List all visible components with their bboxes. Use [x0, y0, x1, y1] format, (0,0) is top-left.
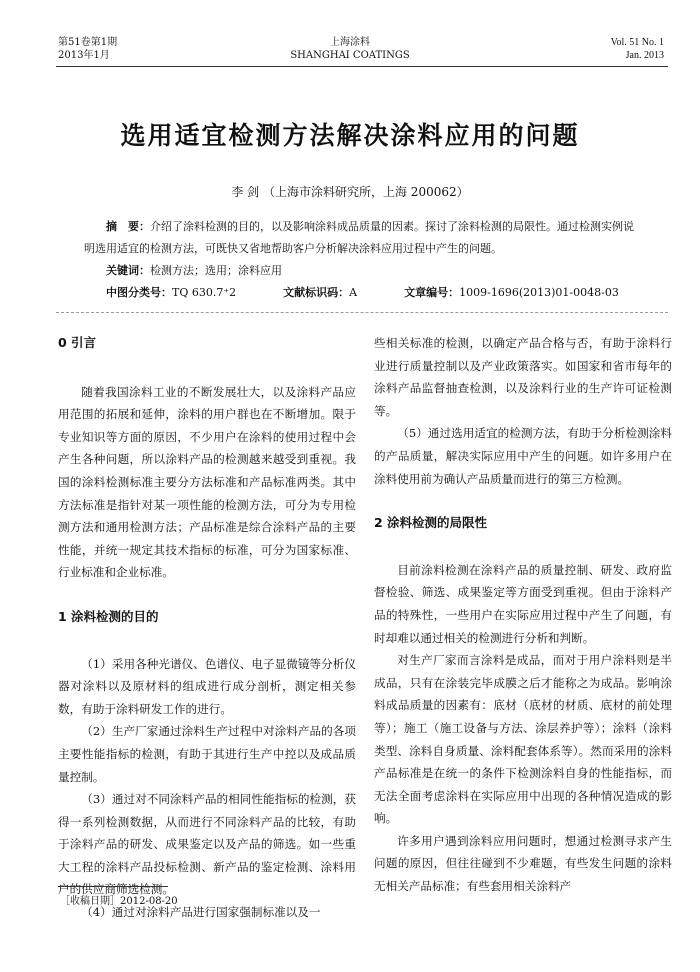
article-no-label: 文章编号：	[404, 286, 460, 299]
classification-line	[84, 282, 644, 304]
keywords-line	[84, 260, 644, 282]
keywords-label: 关键词：	[106, 264, 150, 277]
journal-name	[0, 36, 700, 62]
author-affiliation: 李 剑 （上海市涂料研究所，上海 200062）	[231, 185, 469, 199]
header-divider	[56, 66, 668, 67]
purpose-item-4: （4）通过对涂料产品进行国家强制标准以及一	[81, 905, 321, 920]
volume-issue-en: Vol. 51 No. 1	[610, 37, 664, 48]
journal-volume-info-en	[611, 36, 664, 62]
article-no-value: 1009-1696(2013)01-0048-03	[459, 286, 619, 299]
limitations-paragraph-2: 对生产厂家而言涂料是成品，而对于用户涂料则是半成品，只有在涂装完毕成膜之后才能称之为成品。影响涂料成品质量的因素有：底材（底材的材质、底材的前处理等）；施工（施工设备与方法、涂层养护等）；涂料（涂料类型、涂料自身质量、涂料配套体系等）。然而采用的涂料产品标准是在统一的条件下检测涂料自身的性能指标，而无法全面考虑涂料在实际应用中出现的各种情况造成的影响。	[374, 653, 672, 826]
article-title: 选用适宜检测方法解决涂料应用的问题	[120, 121, 580, 150]
abstract-text: 介绍了涂料检测的目的，以及影响涂料成品质量的因素。探讨了涂料检测的局限性。通过检测实例说明选用适宜的检测方法，可既快又省地帮助客户分析解决涂料应用过程中产生的问题。	[84, 220, 634, 255]
journal-name-en: SHANGHAI COATINGS	[290, 50, 410, 61]
section-heading-intro: 0 引言	[58, 335, 97, 350]
abstract-label: 摘 要：	[106, 220, 150, 233]
abstract-paragraph	[84, 216, 644, 260]
journal-name-cn: 上海涂料	[330, 37, 370, 48]
received-date-footnote: ［收稿日期］2012-08-20	[60, 896, 178, 907]
keywords-text: 检测方法；选用；涂料应用	[150, 264, 282, 277]
section-heading-limitations: 2 涂料检测的局限性	[374, 515, 488, 531]
section-heading-purpose: 1 涂料检测的目的	[58, 608, 159, 624]
limitations-paragraph-1: 目前涂料检测在涂料产品的质量控制、研发、政府监督检验、筛选、成果鉴定等方面受到重视。但由于涂料产品的特殊性，一些用户在实际应用过程中产生了问题，有时却难以通过相关的检测进行分析和判断。	[374, 562, 672, 645]
purpose-item-3: （3）通过对不同涂料产品的相同性能指标的检测，获得一系列检测数据，从而进行不同涂料产品的比较，有助于涂料产品的研发、成果鉴定以及产品的筛选。如一些重大工程的涂料产品投标检测、新产品的鉴定检测、涂料用户的供应商筛选检测。	[58, 792, 356, 897]
doc-code-label: 文献标识码：	[283, 286, 350, 299]
publication-date-en: Jan. 2013	[625, 50, 664, 61]
limitations-paragraph-3: 许多用户遇到涂料应用问题时，想通过检测寻求产生问题的原因，但往往碰到不少难题，有些发生问题的涂料无相关产品标准；有些套用相关涂料产	[374, 833, 672, 894]
clc-label: 中图分类号：	[106, 286, 172, 299]
publication-date: 2013年1月	[58, 50, 110, 61]
right-column	[374, 332, 672, 898]
doc-code-value: A	[349, 286, 358, 299]
clc-value: TQ 630.7⁺2	[172, 286, 237, 299]
footnote-divider	[58, 886, 168, 887]
purpose-item-1: （1）采用各种光谱仪、色谱仪、电子显微镜等分析仪器对涂料以及原材料的组成进行成分剖析，测定相关参数，有助于涂料研发工作的进行。	[58, 656, 356, 716]
purpose-item-2: （2）生产厂家通过涂料生产过程中对涂料产品的各项主要性能指标的检测，有助于其进行生产中控以及成品质量控制。	[58, 724, 356, 784]
intro-paragraph: 随着我国涂料工业的不断发展壮大，以及涂料产品应用范围的拓展和延伸，涂料的用户群也在不断增加。限于专业知识等方面的原因，不少用户在涂料的使用过程中会产生各种问题，所以涂料产品的检测越来越受到重视。我国的涂料检测标准主要分方法标准和产品标准两类。其中方法标准是指针对某一项性能的检测方法，可分为专用检测方法和通用检测方法；产品标准是综合涂料产品的主要性能，并统一规定其技术指标的标准，可分为国家标准、行业标准和企业标准。	[58, 384, 356, 580]
purpose-item-4-continued: 些相关标准的检测，以确定产品合格与否，有助于涂料行业进行质量控制以及产业政策落实。如国家和省市每年的涂料产品监督抽查检测，以及涂料行业的生产许可证检测等。	[374, 336, 672, 418]
abstract-divider	[56, 312, 668, 313]
abstract-block	[84, 216, 644, 304]
volume-issue: 第51卷第1期	[58, 37, 118, 48]
left-column	[58, 332, 356, 924]
purpose-item-5: （5）通过选用适宜的检测方法，有助于分析检测涂料的产品质量，解决实际应用中产生的问题。如许多用户在涂料使用前为确认产品质量而进行的第三方检测。	[374, 426, 672, 486]
